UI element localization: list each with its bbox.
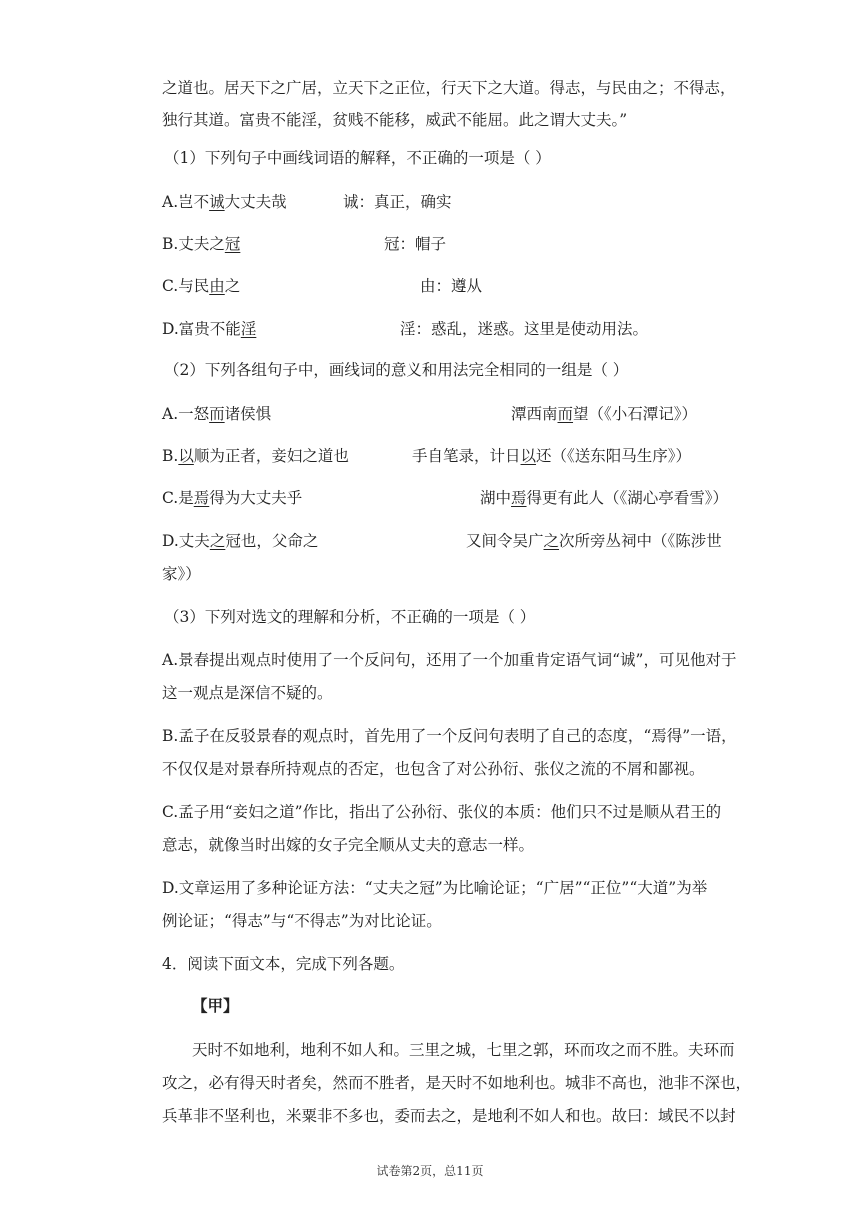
q1-stem: （1）下列句子中画线词语的解释，不正确的一项是（ ）: [164, 149, 551, 167]
underlined-word: 以: [178, 447, 194, 465]
q2-option-a: A.一怒而诸侯惧: [162, 405, 272, 423]
q2-option-d-right: 又间令吴广之次所旁丛祠中（《陈涉世: [466, 532, 722, 550]
page-footer: 试卷第2页，总11页: [376, 1164, 484, 1178]
q4-section-label: 【甲】: [192, 996, 239, 1015]
q1-option-c: C.与民由之: [162, 277, 241, 295]
q2-stem: （2）下列各组句子中，画线词的意义和用法完全相同的一组是（ ）: [164, 361, 629, 379]
q4-stem: 4．阅读下面文本，完成下列各题。: [162, 955, 405, 973]
underlined-word: 诚: [209, 193, 225, 211]
underlined-word: 而: [209, 405, 225, 423]
passage-line-1: 之道也。居天下之广居，立天下之正位，行天下之大道。得志，与民由之；不得志，: [162, 79, 736, 97]
q2-option-b-right: 手自笔录，计日以还（《送东阳马生序》）: [412, 447, 692, 465]
q4-passage-line-2: 攻之，必有得天时者矣，然而不胜者，是天时不如地利也。城非不高也，池非不深也，: [162, 1074, 752, 1092]
underlined-word: 冠: [224, 235, 241, 253]
passage-line-2: 独行其道。富贵不能淫，贫贱不能移，威武不能屈。此之谓大丈夫。”: [162, 111, 628, 129]
q4-passage-line-3: 兵革非不坚利也，米粟非不多也，委而去之，是地利不如人和也。故曰：域民不以封: [162, 1107, 736, 1125]
q2-option-b: B.以顺为正者，妾妇之道也: [162, 447, 349, 465]
underlined-word: 由: [209, 277, 225, 295]
q3-option-c-line-2: 意志，就像当时出嫁的女子完全顺从丈夫的意志一样。: [162, 836, 535, 854]
underlined-word: 之: [209, 532, 226, 550]
q2-option-d-wrap: 家》）: [162, 565, 201, 583]
underlined-word: 之: [543, 532, 560, 550]
q4-passage-line-1: 天时不如地利，地利不如人和。三里之城，七里之郭，环而攻之而不胜。夫环而: [192, 1041, 735, 1059]
q2-option-c: C.是焉得为大丈夫乎: [162, 489, 303, 507]
underlined-word: 焉: [193, 489, 210, 507]
underlined-word: 焉: [511, 489, 527, 507]
underlined-word: 而: [557, 405, 574, 423]
q1-option-a-note: 诚：真正，确实: [343, 193, 452, 211]
q3-option-a-line-2: 这一观点是深信不疑的。: [162, 684, 333, 702]
q1-option-b: B.丈夫之冠: [162, 235, 241, 253]
q3-stem: （3）下列对选文的理解和分析，不正确的一项是（ ）: [164, 608, 536, 626]
q2-option-d: D.丈夫之冠也，父命之: [162, 532, 319, 550]
q3-option-b-line-1: B.孟子在反驳景春的观点时，首先用了一个反问句表明了自己的态度，“焉得”一语，: [162, 727, 737, 745]
q3-option-c-line-1: C.孟子用“妾妇之道”作比，指出了公孙衍、张仪的本质：他们只不过是顺从君王的: [162, 803, 722, 821]
q3-option-b-line-2: 不仅仅是对景春所持观点的否定，也包含了对公孙衍、张仪之流的不屑和鄙视。: [162, 760, 705, 778]
underlined-word: 以: [520, 447, 537, 465]
q3-option-d-line-1: D.文章运用了多种论证方法：“丈夫之冠”为比喻论证；“广居”“正位”“大道”为举: [162, 879, 708, 897]
q1-option-b-note: 冠：帽子: [384, 235, 447, 253]
q3-option-d-line-2: 例论证；“得志”与“不得志”为对比论证。: [162, 912, 442, 930]
q3-option-a-line-1: A.景春提出观点时使用了一个反问句，还用了一个加重肯定语气词“诚”，可见他对于: [162, 651, 737, 669]
q2-option-c-right: 湖中焉得更有此人（《湖心亭看雪》）: [480, 489, 729, 507]
q2-option-a-right: 潭西南而望（《小石潭记》）: [511, 405, 698, 423]
q1-option-d-note: 淫：惑乱，迷惑。这里是使动用法。: [400, 320, 649, 338]
underlined-word: 淫: [240, 320, 257, 338]
q1-option-d: D.富贵不能淫: [162, 320, 257, 338]
q1-option-a: A.岂不诚大丈夫哉: [162, 193, 287, 211]
q1-option-c-note: 由：遵从: [420, 277, 483, 295]
